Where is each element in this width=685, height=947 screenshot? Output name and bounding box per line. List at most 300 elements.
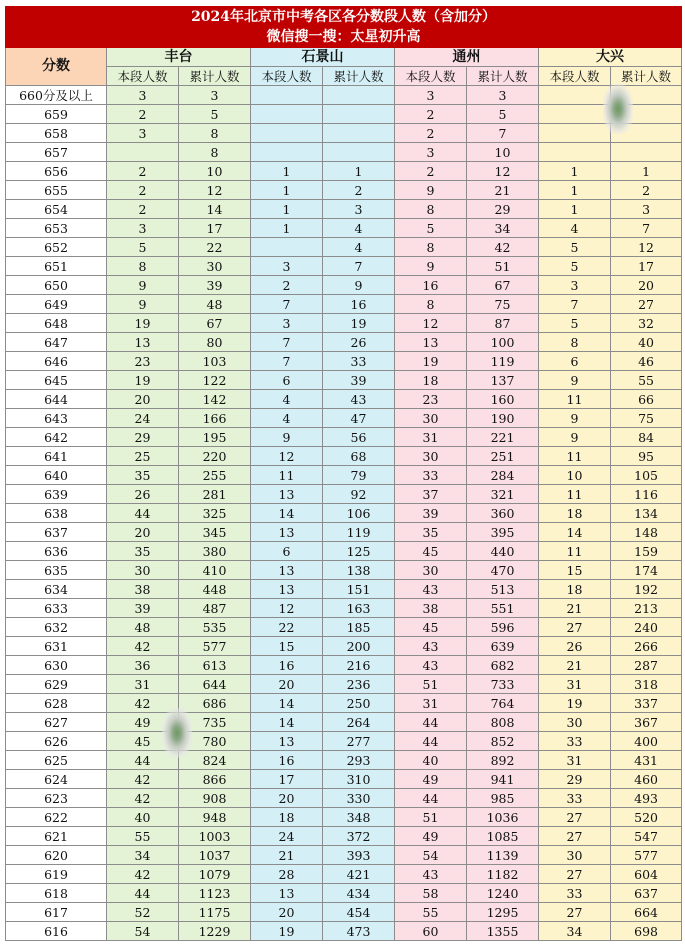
- tongzhou-cumulative-cell: 284: [467, 466, 539, 485]
- shijingshan-segment-cell: 13: [251, 523, 323, 542]
- score-cell: 637: [6, 523, 107, 542]
- tongzhou-cumulative-cell: 470: [467, 561, 539, 580]
- tongzhou-segment-cell: 49: [395, 770, 467, 789]
- shijingshan-cumulative-cell: 33: [323, 352, 395, 371]
- shijingshan-cumulative-cell: 9: [323, 276, 395, 295]
- score-cell: 647: [6, 333, 107, 352]
- score-cell: 649: [6, 295, 107, 314]
- fengtai-cumulative-cell: 325: [179, 504, 251, 523]
- daxing-cumulative-cell: 17: [611, 257, 682, 276]
- daxing-cumulative-cell: 698: [611, 922, 682, 941]
- fengtai-segment-cell: 42: [107, 865, 179, 884]
- tongzhou-segment-cell: 31: [395, 694, 467, 713]
- daxing-segment-cell: 31: [539, 675, 611, 694]
- fengtai-cumulative-cell: 1229: [179, 922, 251, 941]
- tongzhou-segment-cell: 2: [395, 124, 467, 143]
- score-cell: 641: [6, 447, 107, 466]
- fengtai-segment-cell: 3: [107, 219, 179, 238]
- daxing-cumulative-cell: 547: [611, 827, 682, 846]
- daxing-cumulative-cell: 266: [611, 637, 682, 656]
- tongzhou-segment-cell: 12: [395, 314, 467, 333]
- shijingshan-segment-cell: 17: [251, 770, 323, 789]
- shijingshan-segment-cell: 6: [251, 542, 323, 561]
- shijingshan-cumulative-cell: 119: [323, 523, 395, 542]
- fengtai-segment-cell: 26: [107, 485, 179, 504]
- daxing-segment-cell: 18: [539, 504, 611, 523]
- daxing-segment-cell: 5: [539, 238, 611, 257]
- fengtai-segment-cell: 9: [107, 276, 179, 295]
- shijingshan-segment-cell: 1: [251, 162, 323, 181]
- shijingshan-cumulative-cell: 56: [323, 428, 395, 447]
- shijingshan-segment-cell: 7: [251, 333, 323, 352]
- tongzhou-cumulative-cell: 852: [467, 732, 539, 751]
- fengtai-segment-cell: 42: [107, 694, 179, 713]
- daxing-segment-cell: 11: [539, 542, 611, 561]
- daxing-segment-cell: 3: [539, 276, 611, 295]
- daxing-segment-cell: 33: [539, 884, 611, 903]
- tongzhou-cumulative-cell: 1139: [467, 846, 539, 865]
- table-row: [6, 827, 682, 846]
- fengtai-cumulative-cell: 735: [179, 713, 251, 732]
- tongzhou-cumulative-cell: 75: [467, 295, 539, 314]
- shijingshan-segment-cell: 16: [251, 751, 323, 770]
- daxing-segment-cell: 33: [539, 789, 611, 808]
- tongzhou-segment-cell: 44: [395, 732, 467, 751]
- shijingshan-segment-cell: 20: [251, 903, 323, 922]
- district-header-fengtai: 丰台: [107, 48, 251, 67]
- fengtai-segment-cell: 3: [107, 124, 179, 143]
- daxing-cumulative-cell: 148: [611, 523, 682, 542]
- daxing-cumulative-cell: 3: [611, 200, 682, 219]
- shijingshan-segment-cell: 9: [251, 428, 323, 447]
- daxing-segment-cell: 31: [539, 751, 611, 770]
- fengtai-cumulative-cell: 30: [179, 257, 251, 276]
- table-row: [6, 675, 682, 694]
- fengtai-segment-cell: 29: [107, 428, 179, 447]
- fengtai-segment-cell: 42: [107, 637, 179, 656]
- daxing-cumulative-cell: 55: [611, 371, 682, 390]
- table-row: [6, 884, 682, 903]
- tongzhou-segment-cell: 8: [395, 295, 467, 314]
- shijingshan-cumulative-cell: 47: [323, 409, 395, 428]
- table-row: [6, 808, 682, 827]
- shijingshan-segment-cell: 3: [251, 257, 323, 276]
- daxing-segment-cell: [539, 105, 611, 124]
- score-cell: 623: [6, 789, 107, 808]
- daxing-cumulative-cell: 116: [611, 485, 682, 504]
- daxing-cumulative-cell: 32: [611, 314, 682, 333]
- daxing-cumulative-cell: 159: [611, 542, 682, 561]
- daxing-cumulative-cell: 7: [611, 219, 682, 238]
- table-row: [6, 371, 682, 390]
- shijingshan-cumulative-cell: 421: [323, 865, 395, 884]
- tongzhou-cumulative-cell: 596: [467, 618, 539, 637]
- fengtai-segment-cell: 44: [107, 751, 179, 770]
- sub-header-segment-count: 本段人数: [539, 67, 611, 86]
- daxing-cumulative-cell: 46: [611, 352, 682, 371]
- tongzhou-segment-cell: 31: [395, 428, 467, 447]
- shijingshan-segment-cell: 18: [251, 808, 323, 827]
- table-row: [6, 181, 682, 200]
- fengtai-segment-cell: 2: [107, 105, 179, 124]
- table-row: [6, 162, 682, 181]
- daxing-cumulative-cell: 318: [611, 675, 682, 694]
- district-header-daxing: 大兴: [539, 48, 682, 67]
- shijingshan-cumulative-cell: 3: [323, 200, 395, 219]
- tongzhou-segment-cell: 60: [395, 922, 467, 941]
- shijingshan-cumulative-cell: 4: [323, 238, 395, 257]
- tongzhou-segment-cell: 13: [395, 333, 467, 352]
- daxing-cumulative-cell: 604: [611, 865, 682, 884]
- fengtai-segment-cell: 2: [107, 200, 179, 219]
- shijingshan-cumulative-cell: 2: [323, 181, 395, 200]
- tongzhou-cumulative-cell: 34: [467, 219, 539, 238]
- tongzhou-segment-cell: 43: [395, 580, 467, 599]
- fengtai-cumulative-cell: 908: [179, 789, 251, 808]
- shijingshan-cumulative-cell: 43: [323, 390, 395, 409]
- table-row: [6, 770, 682, 789]
- table-row: [6, 352, 682, 371]
- score-cell: 621: [6, 827, 107, 846]
- shijingshan-segment-cell: 13: [251, 884, 323, 903]
- table-row: [6, 523, 682, 542]
- table-row: [6, 409, 682, 428]
- daxing-segment-cell: 21: [539, 599, 611, 618]
- tongzhou-cumulative-cell: 137: [467, 371, 539, 390]
- daxing-segment-cell: 1: [539, 181, 611, 200]
- tongzhou-cumulative-cell: 733: [467, 675, 539, 694]
- tongzhou-segment-cell: 55: [395, 903, 467, 922]
- daxing-cumulative-cell: 493: [611, 789, 682, 808]
- shijingshan-cumulative-cell: 293: [323, 751, 395, 770]
- score-cell: 659: [6, 105, 107, 124]
- table-row: [6, 542, 682, 561]
- table-row: [6, 447, 682, 466]
- shijingshan-cumulative-cell: [323, 86, 395, 105]
- daxing-segment-cell: 34: [539, 922, 611, 941]
- shijingshan-cumulative-cell: [323, 143, 395, 162]
- tongzhou-segment-cell: 38: [395, 599, 467, 618]
- table-row: [6, 124, 682, 143]
- table-title: 2024年北京市中考各区各分数段人数（含加分）: [6, 7, 682, 28]
- table-row: [6, 485, 682, 504]
- shijingshan-cumulative-cell: 372: [323, 827, 395, 846]
- tongzhou-cumulative-cell: 42: [467, 238, 539, 257]
- daxing-cumulative-cell: 287: [611, 656, 682, 675]
- fengtai-segment-cell: 52: [107, 903, 179, 922]
- district-header-tongzhou: 通州: [395, 48, 539, 67]
- tongzhou-cumulative-cell: 12: [467, 162, 539, 181]
- shijingshan-cumulative-cell: 310: [323, 770, 395, 789]
- tongzhou-cumulative-cell: 100: [467, 333, 539, 352]
- shijingshan-cumulative-cell: 200: [323, 637, 395, 656]
- score-cell: 634: [6, 580, 107, 599]
- score-cell: 656: [6, 162, 107, 181]
- table-row: [6, 257, 682, 276]
- daxing-segment-cell: 11: [539, 485, 611, 504]
- shijingshan-segment-cell: 1: [251, 219, 323, 238]
- fengtai-cumulative-cell: 195: [179, 428, 251, 447]
- fengtai-cumulative-cell: 3: [179, 86, 251, 105]
- shijingshan-cumulative-cell: 236: [323, 675, 395, 694]
- tongzhou-cumulative-cell: 321: [467, 485, 539, 504]
- tongzhou-cumulative-cell: 682: [467, 656, 539, 675]
- sub-header-cumulative-count: 累计人数: [467, 67, 539, 86]
- shijingshan-cumulative-cell: 39: [323, 371, 395, 390]
- sub-header-segment-count: 本段人数: [107, 67, 179, 86]
- shijingshan-segment-cell: [251, 86, 323, 105]
- shijingshan-cumulative-cell: 151: [323, 580, 395, 599]
- tongzhou-cumulative-cell: 1085: [467, 827, 539, 846]
- fengtai-segment-cell: 55: [107, 827, 179, 846]
- score-cell: 658: [6, 124, 107, 143]
- blurred-watermark: [603, 84, 633, 134]
- score-cell: 654: [6, 200, 107, 219]
- fengtai-cumulative-cell: 220: [179, 447, 251, 466]
- score-cell: 629: [6, 675, 107, 694]
- daxing-segment-cell: 9: [539, 371, 611, 390]
- tongzhou-segment-cell: 2: [395, 105, 467, 124]
- shijingshan-cumulative-cell: 19: [323, 314, 395, 333]
- table-row: [6, 751, 682, 770]
- shijingshan-segment-cell: 4: [251, 409, 323, 428]
- table-row: [6, 200, 682, 219]
- tongzhou-cumulative-cell: 764: [467, 694, 539, 713]
- score-cell: 651: [6, 257, 107, 276]
- shijingshan-segment-cell: 21: [251, 846, 323, 865]
- tongzhou-cumulative-cell: 10: [467, 143, 539, 162]
- fengtai-cumulative-cell: 686: [179, 694, 251, 713]
- shijingshan-segment-cell: 7: [251, 352, 323, 371]
- tongzhou-cumulative-cell: 67: [467, 276, 539, 295]
- daxing-cumulative-cell: 1: [611, 162, 682, 181]
- fengtai-cumulative-cell: 824: [179, 751, 251, 770]
- daxing-cumulative-cell: 577: [611, 846, 682, 865]
- fengtai-segment-cell: 2: [107, 162, 179, 181]
- tongzhou-segment-cell: 43: [395, 656, 467, 675]
- table-row: [6, 466, 682, 485]
- table-row: [6, 561, 682, 580]
- daxing-cumulative-cell: 240: [611, 618, 682, 637]
- shijingshan-segment-cell: [251, 238, 323, 257]
- fengtai-cumulative-cell: 122: [179, 371, 251, 390]
- shijingshan-cumulative-cell: 4: [323, 219, 395, 238]
- tongzhou-cumulative-cell: 440: [467, 542, 539, 561]
- table-row: [6, 333, 682, 352]
- fengtai-cumulative-cell: 67: [179, 314, 251, 333]
- tongzhou-segment-cell: 30: [395, 409, 467, 428]
- shijingshan-segment-cell: 15: [251, 637, 323, 656]
- shijingshan-segment-cell: 12: [251, 599, 323, 618]
- score-cell: 650: [6, 276, 107, 295]
- score-cell: 624: [6, 770, 107, 789]
- shijingshan-segment-cell: [251, 124, 323, 143]
- fengtai-segment-cell: 30: [107, 561, 179, 580]
- daxing-cumulative-cell: 637: [611, 884, 682, 903]
- daxing-segment-cell: 26: [539, 637, 611, 656]
- fengtai-segment-cell: 42: [107, 789, 179, 808]
- tongzhou-cumulative-cell: 21: [467, 181, 539, 200]
- daxing-segment-cell: 9: [539, 428, 611, 447]
- daxing-segment-cell: 11: [539, 390, 611, 409]
- sub-header-cumulative-count: 累计人数: [611, 67, 682, 86]
- fengtai-cumulative-cell: 948: [179, 808, 251, 827]
- tongzhou-cumulative-cell: 513: [467, 580, 539, 599]
- daxing-cumulative-cell: 367: [611, 713, 682, 732]
- fengtai-cumulative-cell: 8: [179, 124, 251, 143]
- daxing-cumulative-cell: 213: [611, 599, 682, 618]
- tongzhou-segment-cell: 3: [395, 143, 467, 162]
- daxing-segment-cell: 5: [539, 257, 611, 276]
- shijingshan-cumulative-cell: 250: [323, 694, 395, 713]
- score-cell: 636: [6, 542, 107, 561]
- score-cell: 640: [6, 466, 107, 485]
- fengtai-cumulative-cell: 644: [179, 675, 251, 694]
- tongzhou-segment-cell: 45: [395, 618, 467, 637]
- score-cell: 660分及以上: [6, 86, 107, 105]
- fengtai-cumulative-cell: 12: [179, 181, 251, 200]
- tongzhou-cumulative-cell: 87: [467, 314, 539, 333]
- shijingshan-cumulative-cell: 125: [323, 542, 395, 561]
- daxing-cumulative-cell: 95: [611, 447, 682, 466]
- fengtai-cumulative-cell: 613: [179, 656, 251, 675]
- score-cell: 639: [6, 485, 107, 504]
- fengtai-cumulative-cell: 1079: [179, 865, 251, 884]
- table-row: [6, 846, 682, 865]
- fengtai-cumulative-cell: 1175: [179, 903, 251, 922]
- fengtai-cumulative-cell: 17: [179, 219, 251, 238]
- daxing-cumulative-cell: 2: [611, 181, 682, 200]
- daxing-segment-cell: 33: [539, 732, 611, 751]
- table-row: [6, 903, 682, 922]
- fengtai-segment-cell: 8: [107, 257, 179, 276]
- shijingshan-segment-cell: 19: [251, 922, 323, 941]
- tongzhou-segment-cell: 40: [395, 751, 467, 770]
- shijingshan-cumulative-cell: 473: [323, 922, 395, 941]
- score-cell: 657: [6, 143, 107, 162]
- score-cell: 652: [6, 238, 107, 257]
- tongzhou-segment-cell: 45: [395, 542, 467, 561]
- shijingshan-cumulative-cell: 330: [323, 789, 395, 808]
- table-row: [6, 276, 682, 295]
- fengtai-segment-cell: 49: [107, 713, 179, 732]
- shijingshan-segment-cell: 16: [251, 656, 323, 675]
- tongzhou-segment-cell: 19: [395, 352, 467, 371]
- shijingshan-cumulative-cell: 216: [323, 656, 395, 675]
- shijingshan-segment-cell: 14: [251, 694, 323, 713]
- daxing-cumulative-cell: 664: [611, 903, 682, 922]
- fengtai-segment-cell: 45: [107, 732, 179, 751]
- table-row: [6, 789, 682, 808]
- score-cell: 648: [6, 314, 107, 333]
- shijingshan-cumulative-cell: 16: [323, 295, 395, 314]
- daxing-cumulative-cell: 134: [611, 504, 682, 523]
- sub-header-segment-count: 本段人数: [395, 67, 467, 86]
- daxing-cumulative-cell: 40: [611, 333, 682, 352]
- fengtai-cumulative-cell: 48: [179, 295, 251, 314]
- daxing-cumulative-cell: 75: [611, 409, 682, 428]
- fengtai-cumulative-cell: 142: [179, 390, 251, 409]
- table-row: [6, 713, 682, 732]
- fengtai-segment-cell: 44: [107, 504, 179, 523]
- table-subtitle: 微信搜一搜：太星初升高: [6, 27, 682, 48]
- tongzhou-segment-cell: 54: [395, 846, 467, 865]
- fengtai-segment-cell: 3: [107, 86, 179, 105]
- shijingshan-segment-cell: 24: [251, 827, 323, 846]
- fengtai-cumulative-cell: 8: [179, 143, 251, 162]
- fengtai-cumulative-cell: 1123: [179, 884, 251, 903]
- fengtai-cumulative-cell: 1037: [179, 846, 251, 865]
- fengtai-cumulative-cell: 780: [179, 732, 251, 751]
- fengtai-segment-cell: 19: [107, 314, 179, 333]
- shijingshan-cumulative-cell: 68: [323, 447, 395, 466]
- tongzhou-cumulative-cell: 51: [467, 257, 539, 276]
- tongzhou-cumulative-cell: 1355: [467, 922, 539, 941]
- tongzhou-segment-cell: 23: [395, 390, 467, 409]
- daxing-cumulative-cell: 84: [611, 428, 682, 447]
- tongzhou-segment-cell: 33: [395, 466, 467, 485]
- tongzhou-segment-cell: 2: [395, 162, 467, 181]
- sub-header-cumulative-count: 累计人数: [179, 67, 251, 86]
- score-cell: 616: [6, 922, 107, 941]
- score-cell: 630: [6, 656, 107, 675]
- score-cell: 653: [6, 219, 107, 238]
- shijingshan-cumulative-cell: 1: [323, 162, 395, 181]
- tongzhou-cumulative-cell: 5: [467, 105, 539, 124]
- fengtai-segment-cell: 44: [107, 884, 179, 903]
- tongzhou-cumulative-cell: 29: [467, 200, 539, 219]
- daxing-segment-cell: 5: [539, 314, 611, 333]
- tongzhou-segment-cell: 30: [395, 447, 467, 466]
- table-row: [6, 599, 682, 618]
- fengtai-segment-cell: 42: [107, 770, 179, 789]
- table-row: [6, 238, 682, 257]
- fengtai-segment-cell: 40: [107, 808, 179, 827]
- sub-header-cumulative-count: 累计人数: [323, 67, 395, 86]
- tongzhou-segment-cell: 18: [395, 371, 467, 390]
- daxing-segment-cell: 30: [539, 713, 611, 732]
- fengtai-segment-cell: 24: [107, 409, 179, 428]
- daxing-segment-cell: 21: [539, 656, 611, 675]
- daxing-segment-cell: 27: [539, 808, 611, 827]
- shijingshan-segment-cell: 1: [251, 181, 323, 200]
- shijingshan-segment-cell: [251, 143, 323, 162]
- shijingshan-segment-cell: 2: [251, 276, 323, 295]
- table-row: [6, 922, 682, 941]
- fengtai-cumulative-cell: 281: [179, 485, 251, 504]
- fengtai-segment-cell: 20: [107, 523, 179, 542]
- score-cell: 645: [6, 371, 107, 390]
- table-row: [6, 732, 682, 751]
- score-cell: 642: [6, 428, 107, 447]
- daxing-segment-cell: 9: [539, 409, 611, 428]
- tongzhou-cumulative-cell: 892: [467, 751, 539, 770]
- tongzhou-segment-cell: 44: [395, 713, 467, 732]
- fengtai-cumulative-cell: 448: [179, 580, 251, 599]
- daxing-cumulative-cell: 105: [611, 466, 682, 485]
- table-row: [6, 865, 682, 884]
- daxing-segment-cell: 7: [539, 295, 611, 314]
- fengtai-segment-cell: 20: [107, 390, 179, 409]
- shijingshan-segment-cell: 13: [251, 580, 323, 599]
- tongzhou-cumulative-cell: 551: [467, 599, 539, 618]
- fengtai-cumulative-cell: 255: [179, 466, 251, 485]
- fengtai-segment-cell: 19: [107, 371, 179, 390]
- fengtai-cumulative-cell: 577: [179, 637, 251, 656]
- daxing-segment-cell: 18: [539, 580, 611, 599]
- fengtai-segment-cell: 31: [107, 675, 179, 694]
- daxing-segment-cell: 8: [539, 333, 611, 352]
